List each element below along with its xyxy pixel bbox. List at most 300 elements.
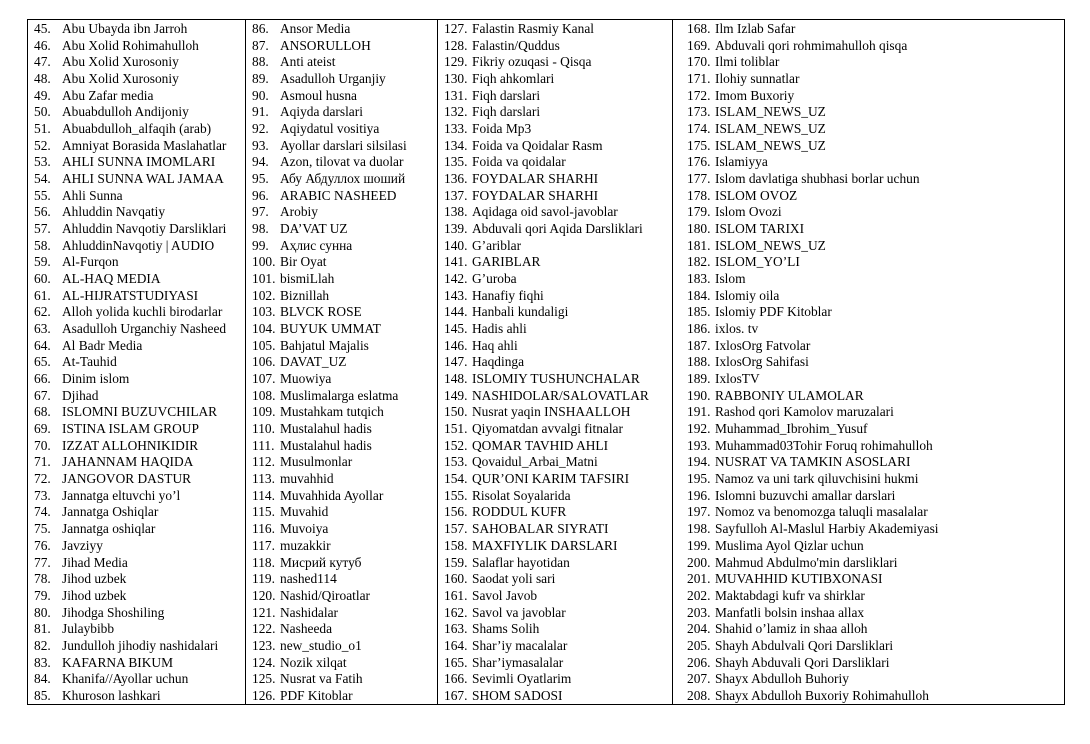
item-number: 179. — [687, 204, 711, 220]
item-label: QOMAR TAVHID AHLI — [472, 437, 609, 453]
list-item — [252, 538, 437, 555]
list-item — [34, 54, 245, 71]
item-number: 180. — [687, 221, 711, 237]
item-label: Islom Ovozi — [715, 204, 782, 220]
item-label: RABBONIY ULAMOLAR — [715, 387, 864, 403]
item-label: Shayx Abdulloh Buxoriy Rohimahulloh — [715, 687, 929, 703]
item-number: 166. — [444, 671, 468, 687]
item-number: 57. — [34, 221, 51, 237]
list-item — [252, 188, 437, 205]
list-item — [687, 271, 1064, 288]
item-label: Jihod uzbek — [62, 571, 127, 587]
item-number: 125. — [252, 671, 276, 687]
list-item — [252, 38, 437, 55]
item-label: Foida Mp3 — [472, 121, 532, 137]
list-item — [687, 354, 1064, 371]
item-label: SHOM SADOSI — [472, 687, 563, 703]
item-label: Fiqh ahkomlari — [472, 71, 555, 87]
list-item — [687, 121, 1064, 138]
item-number: 69. — [34, 421, 51, 437]
list-item — [687, 154, 1064, 171]
list-item — [687, 621, 1064, 638]
item-label: Khuroson lashkari — [62, 687, 161, 703]
list-item — [252, 238, 437, 255]
item-number: 191. — [687, 404, 711, 420]
item-number: 197. — [687, 504, 711, 520]
list-item — [444, 605, 672, 622]
item-number: 129. — [444, 54, 468, 70]
list-item — [34, 304, 245, 321]
item-number: 174. — [687, 121, 711, 137]
item-label: Abu Xolid Rohimahulloh — [62, 37, 199, 53]
item-number: 108. — [252, 387, 276, 403]
item-number: 74. — [34, 504, 51, 520]
list-item — [252, 638, 437, 655]
list-item — [252, 321, 437, 338]
item-number: 155. — [444, 487, 468, 503]
list-item — [687, 21, 1064, 38]
list-item — [252, 388, 437, 405]
item-number: 126. — [252, 687, 276, 703]
item-label: Shams Solih — [472, 621, 540, 637]
item-number: 94. — [252, 154, 269, 170]
item-label: G’ariblar — [472, 237, 522, 253]
list-item — [687, 404, 1064, 421]
list-item — [687, 238, 1064, 255]
item-number: 147. — [444, 354, 468, 370]
item-number: 136. — [444, 171, 468, 187]
item-number: 198. — [687, 521, 711, 537]
item-number: 163. — [444, 621, 468, 637]
item-label: DA’VAT UZ — [280, 221, 348, 237]
item-number: 106. — [252, 354, 276, 370]
item-label: Al-Furqon — [62, 254, 119, 270]
item-label: Jihad Media — [62, 554, 128, 570]
item-label: FOYDALAR SHARHI — [472, 171, 599, 187]
item-label: Amniyat Borasida Maslahatlar — [62, 137, 227, 153]
item-number: 184. — [687, 287, 711, 303]
list-item — [687, 471, 1064, 488]
list-item — [252, 71, 437, 88]
item-label: Muvahhida Ayollar — [280, 487, 384, 503]
item-number: 175. — [687, 137, 711, 153]
item-label: Muvahid — [280, 504, 329, 520]
list-item — [34, 104, 245, 121]
item-number: 121. — [252, 604, 276, 620]
item-label: AHLI SUNNA IMOMLARI — [62, 154, 216, 170]
item-number: 196. — [687, 487, 711, 503]
item-number: 59. — [34, 254, 51, 270]
item-number: 85. — [34, 687, 51, 703]
list-item — [34, 488, 245, 505]
item-number: 104. — [252, 321, 276, 337]
item-number: 186. — [687, 321, 711, 337]
item-number: 64. — [34, 337, 51, 353]
item-label: ISLOM TARIXI — [715, 221, 805, 237]
item-label: IxlosTV — [715, 371, 760, 387]
item-number: 194. — [687, 454, 711, 470]
item-label: Qiyomatdan avvalgi fitnalar — [472, 421, 623, 437]
item-number: 145. — [444, 321, 468, 337]
item-number: 119. — [252, 571, 275, 587]
list-item — [252, 621, 437, 638]
item-label: Sevimli Oyatlarim — [472, 671, 572, 687]
item-label: DAVAT_UZ — [280, 354, 347, 370]
list-item — [34, 404, 245, 421]
item-number: 54. — [34, 171, 51, 187]
item-label: Abuabdulloh_alfaqih (arab) — [62, 121, 212, 137]
item-label: IxlosOrg Fatvolar — [715, 337, 811, 353]
item-number: 167. — [444, 687, 468, 703]
item-number: 152. — [444, 437, 468, 453]
item-number: 176. — [687, 154, 711, 170]
item-label: Muowiya — [280, 371, 332, 387]
list-item — [687, 204, 1064, 221]
item-label: Nasheeda — [280, 621, 333, 637]
item-number: 130. — [444, 71, 468, 87]
item-label: Mustalahul hadis — [280, 437, 372, 453]
list-item — [34, 538, 245, 555]
item-label: MAXFIYLIK DARSLARI — [472, 537, 618, 553]
item-number: 146. — [444, 337, 468, 353]
list-item — [34, 354, 245, 371]
item-label: ISLOM_YO’LI — [715, 254, 800, 270]
list-item — [34, 338, 245, 355]
item-label: Abuabdulloh Andijoniy — [62, 104, 189, 120]
item-label: ANSORULLOH — [280, 37, 371, 53]
item-label: Ilohiy sunnatlar — [715, 71, 800, 87]
item-number: 48. — [34, 71, 51, 87]
list-item — [444, 271, 672, 288]
list-item — [687, 321, 1064, 338]
list-item — [34, 504, 245, 521]
list-item — [252, 171, 437, 188]
list-item — [34, 204, 245, 221]
item-number: 117. — [252, 537, 275, 553]
list-item — [687, 54, 1064, 71]
item-number: 178. — [687, 187, 711, 203]
list-item — [252, 688, 437, 704]
item-number: 142. — [444, 271, 468, 287]
list-item — [34, 221, 245, 238]
list-item — [444, 371, 672, 388]
list-item — [444, 304, 672, 321]
item-label: Ahluddin Navqatiy — [62, 204, 166, 220]
item-number: 181. — [687, 237, 711, 253]
item-label: Ayollar darslari silsilasi — [280, 137, 407, 153]
item-number: 87. — [252, 37, 269, 53]
item-number: 109. — [252, 404, 276, 420]
item-label: MUVAHHID KUTIBXONASI — [715, 571, 883, 587]
item-number: 112. — [252, 454, 275, 470]
item-label: Aqiyda darslari — [280, 104, 363, 120]
item-label: Jannatga oshiqlar — [62, 521, 156, 537]
item-number: 123. — [252, 637, 276, 653]
item-number: 95. — [252, 171, 269, 187]
list-item — [687, 638, 1064, 655]
item-label: Muhammad_Ibrohim_Yusuf — [715, 421, 868, 437]
list-item — [687, 454, 1064, 471]
item-number: 88. — [252, 54, 269, 70]
list-item — [444, 588, 672, 605]
list-item — [687, 504, 1064, 521]
item-label: Biznillah — [280, 287, 330, 303]
item-label: Мисрий кутуб — [280, 554, 362, 570]
item-label: Nusrat va Fatih — [280, 671, 363, 687]
list-item — [444, 555, 672, 572]
item-number: 185. — [687, 304, 711, 320]
list-item — [444, 388, 672, 405]
item-number: 124. — [252, 654, 276, 670]
list-item — [252, 138, 437, 155]
item-number: 171. — [687, 71, 711, 87]
list-item — [34, 688, 245, 704]
list-item — [34, 138, 245, 155]
item-label: Maktabdagi kufr va shirklar — [715, 587, 865, 603]
item-label: Islom — [715, 271, 746, 287]
list-item — [444, 171, 672, 188]
item-number: 192. — [687, 421, 711, 437]
list-item — [444, 21, 672, 38]
item-label: Абу Абдуллох шоший — [280, 171, 406, 187]
item-label: AHLI SUNNA WAL JAMAA — [62, 171, 224, 187]
item-label: Fiqh darslari — [472, 87, 541, 103]
item-number: 164. — [444, 637, 468, 653]
item-number: 168. — [687, 21, 711, 36]
list-item — [34, 438, 245, 455]
item-number: 188. — [687, 354, 711, 370]
list-item — [34, 254, 245, 271]
item-label: Mustahkam tutqich — [280, 404, 384, 420]
item-number: 46. — [34, 37, 51, 53]
item-number: 193. — [687, 437, 711, 453]
item-number: 199. — [687, 537, 711, 553]
list-item — [252, 104, 437, 121]
table-column-1 — [28, 20, 246, 704]
list-item — [252, 121, 437, 138]
list-item — [252, 671, 437, 688]
item-label: Muhammad03Tohir Foruq rohimahulloh — [715, 437, 933, 453]
item-number: 55. — [34, 187, 51, 203]
list-item — [252, 288, 437, 305]
item-label: IZZAT ALLOHNIKIDIR — [62, 437, 199, 453]
list-item — [34, 471, 245, 488]
item-label: Nashid/Qiroatlar — [280, 587, 370, 603]
list-item — [34, 521, 245, 538]
list-item — [444, 71, 672, 88]
list-item — [687, 388, 1064, 405]
item-label: GARIBLAR — [472, 254, 541, 270]
list-item — [34, 655, 245, 672]
item-number: 165. — [444, 654, 468, 670]
list-item — [444, 488, 672, 505]
item-label: Rashod qori Kamolov maruzalari — [715, 404, 894, 420]
item-label: muzakkir — [280, 537, 331, 553]
item-label: Anti ateist — [280, 54, 336, 70]
item-label: Jihodga Shoshiling — [62, 604, 165, 620]
item-label: AL-HIJRATSTUDIYASI — [62, 287, 199, 303]
item-number: 170. — [687, 54, 711, 70]
list-item — [687, 188, 1064, 205]
item-number: 118. — [252, 554, 275, 570]
list-item — [34, 371, 245, 388]
list-item — [444, 188, 672, 205]
list-item — [34, 171, 245, 188]
item-number: 72. — [34, 471, 51, 487]
item-number: 132. — [444, 104, 468, 120]
item-label: At-Tauhid — [62, 354, 117, 370]
item-number: 134. — [444, 137, 468, 153]
list-item — [34, 71, 245, 88]
item-label: Foida va qoidalar — [472, 154, 566, 170]
item-label: Jundulloh jihodiy nashidalari — [62, 637, 219, 653]
list-item — [252, 605, 437, 622]
list-item — [687, 538, 1064, 555]
item-label: RODDUL KUFR — [472, 504, 567, 520]
item-number: 195. — [687, 471, 711, 487]
item-label: NASHIDOLAR/SALOVATLAR — [472, 387, 649, 403]
item-label: Аҳлис сунна — [280, 237, 353, 253]
item-number: 189. — [687, 371, 711, 387]
item-label: Nashidalar — [280, 604, 339, 620]
item-label: ISLOMNI BUZUVCHILAR — [62, 404, 218, 420]
item-label: Khanifa//Ayollar uchun — [62, 671, 189, 687]
item-number: 89. — [252, 71, 269, 87]
item-number: 56. — [34, 204, 51, 220]
item-number: 149. — [444, 387, 468, 403]
list-item — [34, 621, 245, 638]
list-item — [252, 454, 437, 471]
item-label: muvahhid — [280, 471, 334, 487]
list-item — [252, 471, 437, 488]
item-label: Shayx Abdulloh Buhoriy — [715, 671, 849, 687]
item-number: 86. — [252, 21, 269, 36]
list-item — [687, 671, 1064, 688]
list-item — [252, 88, 437, 105]
item-label: Jihod uzbek — [62, 587, 127, 603]
item-number: 105. — [252, 337, 276, 353]
list-item — [444, 571, 672, 588]
item-number: 91. — [252, 104, 269, 120]
list-item — [444, 54, 672, 71]
list-item — [34, 121, 245, 138]
item-number: 47. — [34, 54, 51, 70]
item-label: Alloh yolida kuchli birodarlar — [62, 304, 223, 320]
item-label: Asmoul husna — [280, 87, 357, 103]
item-label: Abu Ubayda ibn Jarroh — [62, 21, 188, 36]
item-label: Shahid o’lamiz in shaa alloh — [715, 621, 868, 637]
item-label: Islomiy PDF Kitoblar — [715, 304, 832, 320]
list-item — [444, 88, 672, 105]
item-label: Arobiy — [280, 204, 318, 220]
list-item — [34, 21, 245, 38]
item-label: JAHANNAM HAQIDA — [62, 454, 194, 470]
list-item — [444, 238, 672, 255]
item-number: 200. — [687, 554, 711, 570]
list-item — [252, 555, 437, 572]
item-label: SAHOBALAR SIYRATI — [472, 521, 609, 537]
item-label: Islamiyya — [715, 154, 768, 170]
item-label: Risolat Soyalarida — [472, 487, 571, 503]
item-label: Aqiydatul vositiya — [280, 121, 380, 137]
item-number: 203. — [687, 604, 711, 620]
list-item — [252, 571, 437, 588]
item-label: Azon, tilovat va duolar — [280, 154, 404, 170]
item-number: 127. — [444, 21, 468, 36]
item-number: 80. — [34, 604, 51, 620]
item-label: Haq ahli — [472, 337, 518, 353]
list-item — [34, 288, 245, 305]
item-number: 61. — [34, 287, 51, 303]
list-item — [687, 38, 1064, 55]
item-label: Shayh Abduvali Qori Darsliklari — [715, 654, 890, 670]
list-item — [444, 538, 672, 555]
item-label: Abu Xolid Xurosoniy — [62, 54, 179, 70]
item-number: 100. — [252, 254, 276, 270]
item-number: 107. — [252, 371, 276, 387]
item-number: 116. — [252, 521, 275, 537]
item-label: Shayh Abdulvali Qori Darsliklari — [715, 637, 894, 653]
item-label: ARABIC NASHEED — [280, 187, 397, 203]
item-label: Ilm Izlab Safar — [715, 21, 796, 36]
list-item — [687, 104, 1064, 121]
item-label: Abu Zafar media — [62, 87, 154, 103]
item-label: ixlos. tv — [715, 321, 759, 337]
item-label: Jannatga eltuvchi yo’l — [62, 487, 181, 503]
item-number: 102. — [252, 287, 276, 303]
item-number: 78. — [34, 571, 51, 587]
list-item — [34, 154, 245, 171]
item-number: 183. — [687, 271, 711, 287]
list-item — [34, 388, 245, 405]
item-number: 120. — [252, 587, 276, 603]
list-item — [444, 254, 672, 271]
item-label: Foida va Qoidalar Rasm — [472, 137, 603, 153]
list-item — [444, 621, 672, 638]
item-label: JANGOVOR DASTUR — [62, 471, 192, 487]
item-number: 140. — [444, 237, 468, 253]
list-item — [34, 588, 245, 605]
item-label: new_studio_o1 — [280, 637, 362, 653]
item-label: Abduvali qori Aqida Darsliklari — [472, 221, 643, 237]
item-number: 90. — [252, 87, 269, 103]
item-number: 96. — [252, 187, 269, 203]
list-item — [444, 655, 672, 672]
item-label: Saodat yoli sari — [472, 571, 556, 587]
item-number: 99. — [252, 237, 269, 253]
item-label: Muslimalarga eslatma — [280, 387, 399, 403]
list-item — [34, 571, 245, 588]
list-item — [444, 338, 672, 355]
list-item — [687, 171, 1064, 188]
list-item — [687, 555, 1064, 572]
list-item — [687, 221, 1064, 238]
item-number: 103. — [252, 304, 276, 320]
list-item — [252, 354, 437, 371]
item-label: Bir Oyat — [280, 254, 327, 270]
item-number: 207. — [687, 671, 711, 687]
list-item — [34, 555, 245, 572]
list-item — [687, 338, 1064, 355]
item-number: 63. — [34, 321, 51, 337]
item-label: Javziyy — [62, 537, 103, 553]
list-item — [687, 254, 1064, 271]
item-label: Hadis ahli — [472, 321, 527, 337]
list-item — [687, 304, 1064, 321]
list-item — [687, 571, 1064, 588]
item-number: 98. — [252, 221, 269, 237]
item-number: 161. — [444, 587, 468, 603]
